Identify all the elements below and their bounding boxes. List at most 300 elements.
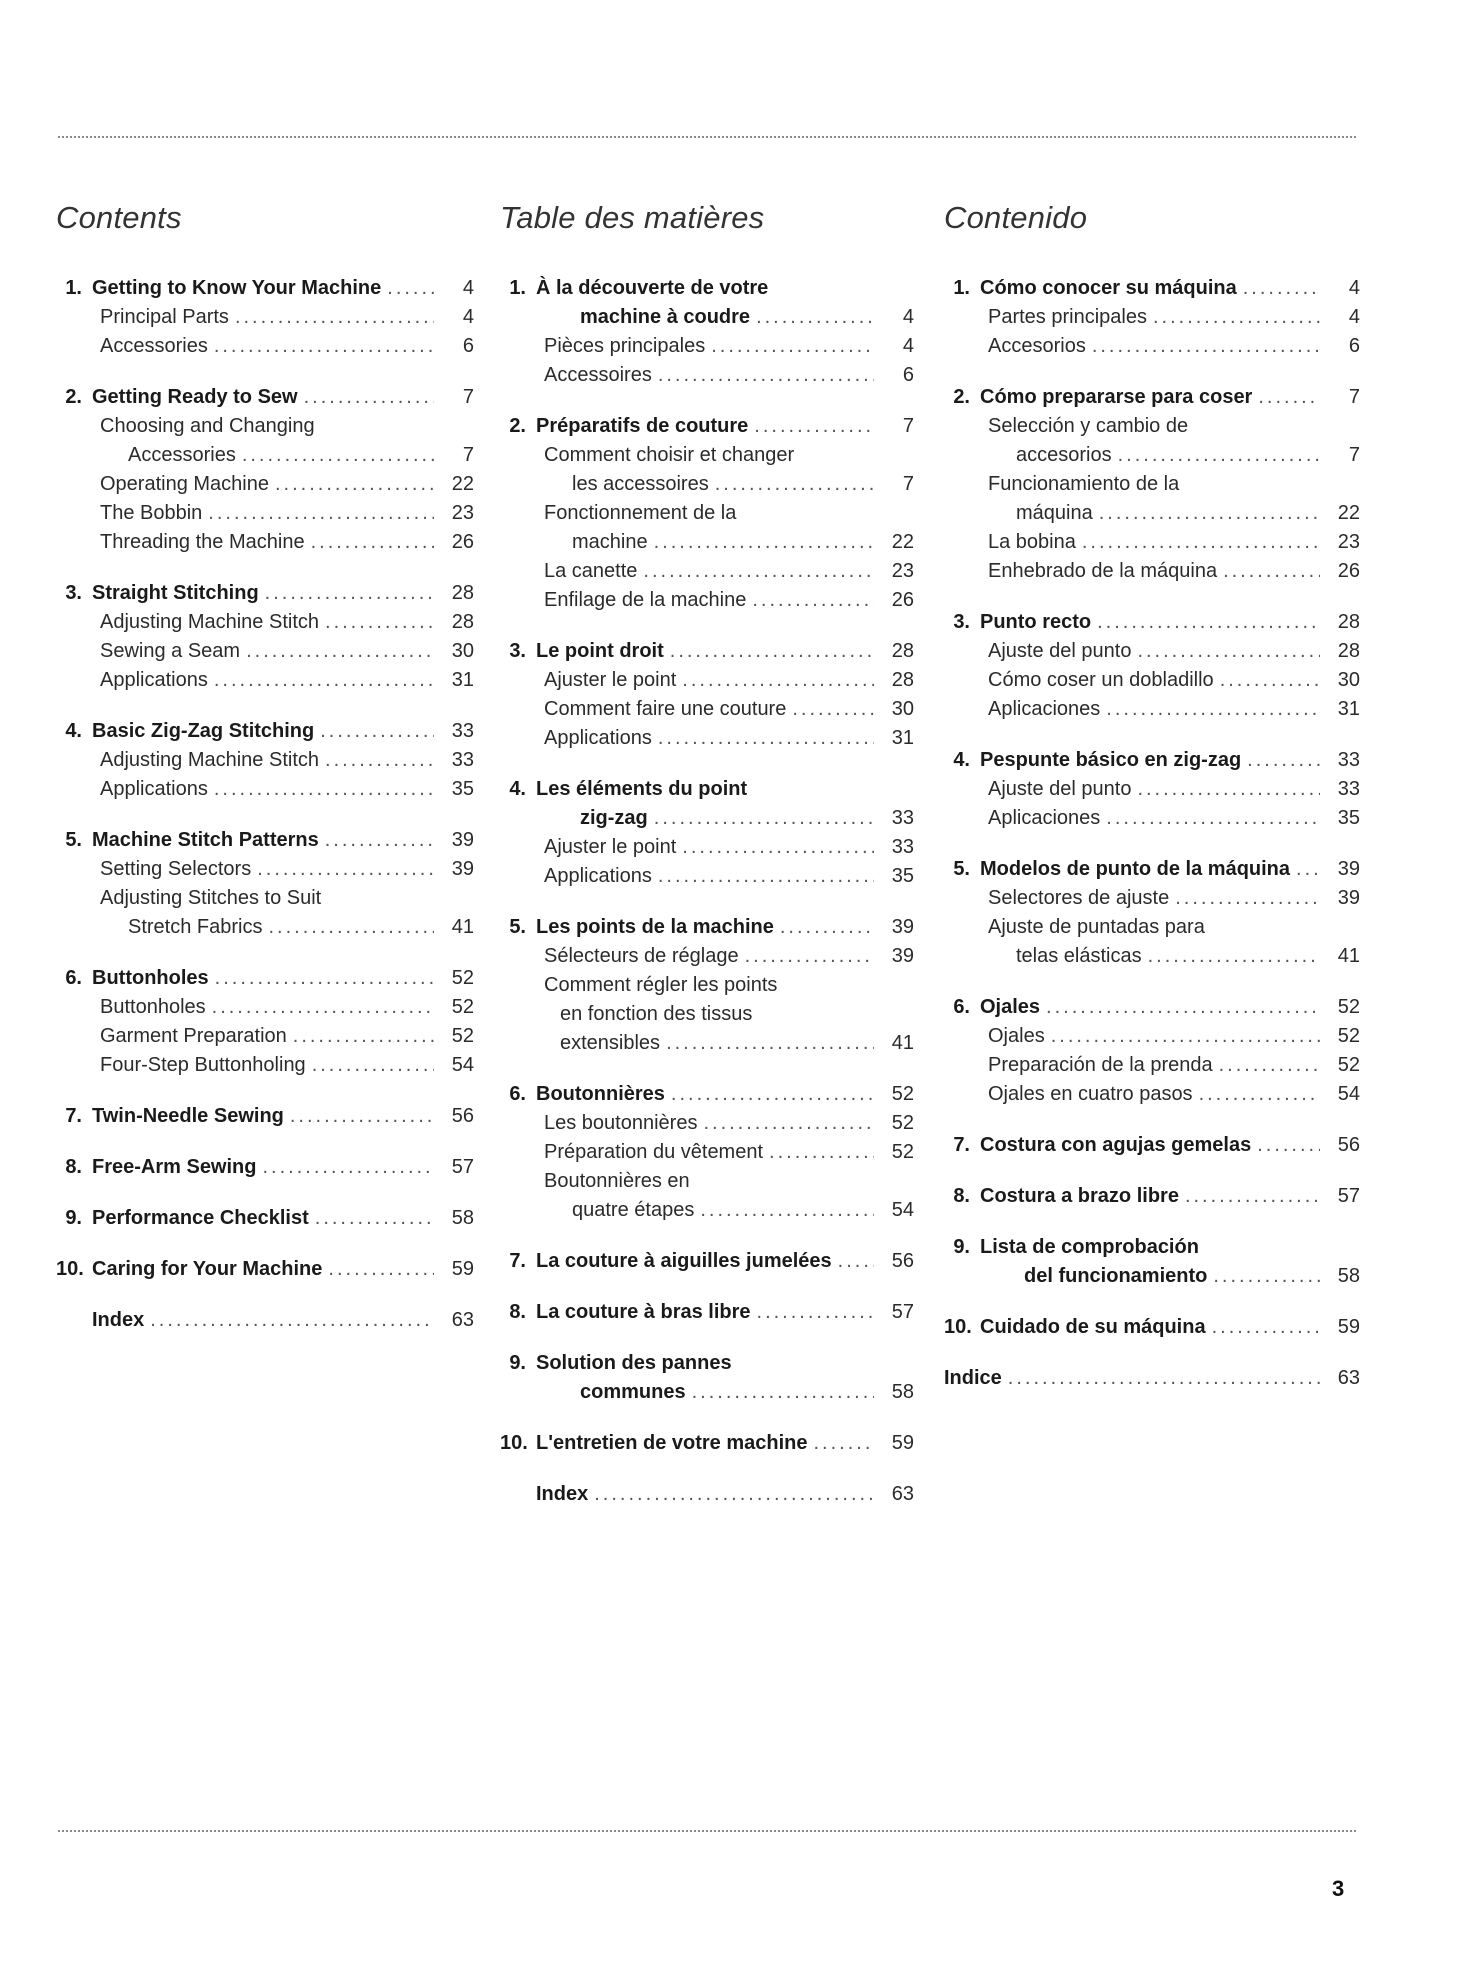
toc-subentry[interactable] [944, 1053, 1360, 1082]
toc-subentry[interactable] [500, 501, 914, 530]
dot-leader [658, 726, 874, 751]
dot-leader [304, 385, 434, 410]
page-ref: 58 [451, 1207, 474, 1229]
dot-leader [792, 697, 874, 722]
toc-section [944, 1184, 1360, 1213]
page-ref: 35 [891, 865, 914, 887]
entry-number: 2. [65, 386, 82, 408]
page-ref: 31 [1337, 698, 1360, 720]
toc-entry[interactable] [944, 1133, 1360, 1162]
toc-entry[interactable] [56, 1104, 474, 1133]
toc-entry[interactable] [944, 748, 1360, 777]
dot-leader [643, 559, 874, 584]
dot-leader [268, 915, 434, 940]
entry-label: Ajuste de puntadas para [988, 916, 1205, 938]
dot-leader [320, 719, 434, 744]
page-ref: 59 [1337, 1316, 1360, 1338]
page-ref: 57 [451, 1156, 474, 1178]
entry-number: 9. [65, 1207, 82, 1229]
toc-section [500, 1431, 914, 1460]
toc-subentry[interactable] [500, 1111, 914, 1140]
entry-label: Comment régler les points [544, 974, 778, 996]
toc-subentry[interactable] [944, 697, 1360, 726]
toc-entry[interactable] [56, 1308, 474, 1337]
toc-subentry[interactable] [500, 697, 914, 726]
entry-label: Ojales [980, 996, 1041, 1018]
toc-entry[interactable] [56, 828, 474, 857]
page-ref: 7 [902, 415, 914, 437]
entry-label: Solution des pannes [536, 1352, 732, 1374]
entry-label: The Bobbin [100, 502, 203, 524]
toc-entry-continued[interactable] [500, 1380, 914, 1409]
toc-section [944, 995, 1360, 1111]
entry-label: Applications [544, 865, 652, 887]
entry-label: Indice [944, 1367, 1002, 1389]
entry-number: 1. [65, 277, 82, 299]
toc-subentry[interactable] [944, 305, 1360, 334]
entry-label: Accesorios [988, 335, 1086, 357]
dot-leader [235, 305, 434, 330]
page-ref: 22 [451, 473, 474, 495]
entry-number: 4. [65, 720, 82, 742]
entry-label: Préparatifs de couture [536, 415, 749, 437]
page-ref: 56 [891, 1250, 914, 1272]
toc-section [500, 1300, 914, 1329]
entry-label: Aplicaciones [988, 807, 1101, 829]
toc-subentry[interactable] [56, 777, 474, 806]
top-rule [58, 136, 1356, 138]
page-ref: 52 [451, 967, 474, 989]
page-ref: 4 [902, 335, 914, 357]
entry-number: 1. [953, 277, 970, 299]
page-ref: 57 [1337, 1185, 1360, 1207]
entry-label: Ajuster le point [544, 669, 677, 691]
toc-entry[interactable] [56, 581, 474, 610]
toc-subentry[interactable] [944, 668, 1360, 697]
toc-entry[interactable] [500, 639, 914, 668]
page-ref: 52 [891, 1083, 914, 1105]
toc-subentry[interactable] [500, 668, 914, 697]
toc-subentry-continued[interactable] [944, 501, 1360, 530]
entry-label: La couture à aiguilles jumelées [536, 1250, 832, 1272]
toc-subentry[interactable] [56, 995, 474, 1024]
toc-entry[interactable] [500, 414, 914, 443]
toc-section [56, 719, 474, 806]
toc-subentry[interactable] [944, 777, 1360, 806]
toc-entry[interactable] [500, 1351, 914, 1380]
toc-entry[interactable] [56, 1257, 474, 1286]
dot-leader [754, 414, 874, 439]
toc-entry[interactable] [500, 1482, 914, 1511]
toc-subentry[interactable] [500, 588, 914, 617]
entry-label: Getting Ready to Sew [92, 386, 298, 408]
entry-label: Costura a brazo libre [980, 1185, 1179, 1207]
toc-subentry-continued[interactable] [944, 944, 1360, 973]
entry-label: Lista de comprobación [980, 1236, 1199, 1258]
page-ref: 57 [891, 1301, 914, 1323]
toc-subentry[interactable] [944, 886, 1360, 915]
toc-subentry-continued[interactable] [56, 915, 474, 944]
page-ref: 41 [891, 1032, 914, 1054]
page-ref: 63 [451, 1309, 474, 1331]
toc-subentry[interactable] [500, 334, 914, 363]
entry-label: communes [580, 1381, 686, 1403]
toc-subentry[interactable] [500, 559, 914, 588]
entry-label: Four-Step Buttonholing [100, 1054, 306, 1076]
page-ref: 56 [451, 1105, 474, 1127]
toc-section [500, 915, 914, 1060]
dot-leader [814, 1431, 875, 1456]
dot-leader [242, 443, 434, 468]
toc-section [56, 1257, 474, 1286]
entry-label: Setting Selectors [100, 858, 252, 880]
page-ref: 33 [891, 836, 914, 858]
toc-subentry[interactable] [56, 530, 474, 559]
dot-leader [1223, 559, 1320, 584]
entry-label: Les boutonnières [544, 1112, 698, 1134]
toc-subentry-continued[interactable] [500, 1002, 914, 1031]
entry-label: Adjusting Machine Stitch [100, 749, 320, 771]
page-ref: 6 [1348, 335, 1360, 357]
page-ref: 4 [1348, 277, 1360, 299]
toc-subentry[interactable] [500, 726, 914, 755]
entry-label: Les points de la machine [536, 916, 774, 938]
contents-column-spanish [944, 200, 1360, 1417]
dot-leader [1082, 530, 1320, 555]
bottom-rule [58, 1830, 1356, 1832]
entry-label: accesorios [1016, 444, 1112, 466]
toc-subentry-continued[interactable] [500, 472, 914, 501]
toc-entry[interactable] [944, 610, 1360, 639]
dot-leader [1199, 1082, 1320, 1107]
page-ref: 52 [451, 996, 474, 1018]
entry-label: machine [572, 531, 648, 553]
page-ref: 28 [451, 611, 474, 633]
toc-subentry[interactable] [944, 1082, 1360, 1111]
toc-section [56, 1308, 474, 1337]
toc-section [56, 1206, 474, 1235]
entry-label: Applications [100, 669, 208, 691]
entry-label: La canette [544, 560, 638, 582]
page-ref: 41 [1337, 945, 1360, 967]
page-ref: 54 [891, 1199, 914, 1221]
dot-leader [1219, 1053, 1320, 1078]
page-ref: 22 [891, 531, 914, 553]
toc-subentry[interactable] [944, 559, 1360, 588]
toc-subentry[interactable] [500, 443, 914, 472]
entry-label: máquina [1016, 502, 1093, 524]
page-ref: 39 [1337, 887, 1360, 909]
dot-leader [654, 530, 874, 555]
page-ref: 28 [1337, 611, 1360, 633]
toc-subentry[interactable] [56, 639, 474, 668]
toc-subentry[interactable] [944, 806, 1360, 835]
toc-entry[interactable] [944, 276, 1360, 305]
page-ref: 28 [451, 582, 474, 604]
page-ref: 31 [451, 669, 474, 691]
page-ref: 4 [902, 306, 914, 328]
dot-leader [1137, 639, 1320, 664]
entry-label: Cómo conocer su máquina [980, 277, 1237, 299]
toc-subentry[interactable] [500, 864, 914, 893]
toc-entry[interactable] [944, 995, 1360, 1024]
toc-subentry[interactable] [944, 530, 1360, 559]
dot-leader [1296, 857, 1320, 882]
toc-section [944, 610, 1360, 726]
entry-label: machine à coudre [580, 306, 751, 328]
page-ref: 28 [1337, 640, 1360, 662]
toc-entry[interactable] [500, 1249, 914, 1278]
contents-column-english [56, 200, 474, 1359]
entry-label: Modelos de punto de la máquina [980, 858, 1291, 880]
toc-entry[interactable] [500, 1431, 914, 1460]
toc-subentry[interactable] [944, 472, 1360, 501]
dot-leader [1099, 501, 1320, 526]
dot-leader [752, 588, 874, 613]
entry-label: Cómo coser un dobladillo [988, 669, 1214, 691]
toc-section [944, 1366, 1360, 1395]
page-ref: 41 [451, 916, 474, 938]
page-ref: 6 [902, 364, 914, 386]
toc-subentry-continued[interactable] [500, 1198, 914, 1227]
toc-entry[interactable] [500, 1300, 914, 1329]
toc-list [944, 276, 1360, 1395]
toc-entry[interactable] [500, 777, 914, 806]
toc-entry[interactable] [56, 276, 474, 305]
dot-leader [769, 1140, 874, 1165]
toc-subentry[interactable] [56, 886, 474, 915]
page-ref: 39 [1337, 858, 1360, 880]
toc-subentry[interactable] [500, 363, 914, 392]
entry-label: Adjusting Stitches to Suit [100, 887, 322, 909]
entry-number: 5. [509, 916, 526, 938]
dot-leader [1243, 276, 1320, 301]
toc-subentry[interactable] [56, 857, 474, 886]
page-ref: 33 [451, 749, 474, 771]
dot-leader [275, 472, 434, 497]
dot-leader [1258, 385, 1320, 410]
page-ref: 23 [451, 502, 474, 524]
page-ref: 33 [891, 807, 914, 829]
page-ref: 52 [891, 1112, 914, 1134]
dot-leader [671, 1082, 874, 1107]
toc-subentry[interactable] [944, 414, 1360, 443]
toc-subentry[interactable] [56, 748, 474, 777]
page-number: 3 [1332, 1876, 1345, 1901]
toc-entry[interactable] [56, 1155, 474, 1184]
toc-entry[interactable] [944, 385, 1360, 414]
toc-subentry[interactable] [944, 334, 1360, 363]
entry-label: À la découverte de votre [536, 277, 769, 299]
toc-subentry[interactable] [944, 639, 1360, 668]
toc-subentry[interactable] [56, 668, 474, 697]
dot-leader [325, 748, 434, 773]
dot-leader [745, 944, 874, 969]
page-ref: 39 [451, 829, 474, 851]
entry-label: Applications [544, 727, 652, 749]
entry-label: les accessoires [572, 473, 709, 495]
toc-subentry[interactable] [500, 973, 914, 1002]
toc-list [56, 276, 474, 1337]
toc-section [56, 276, 474, 363]
toc-subentry[interactable] [56, 1024, 474, 1053]
page-ref: 30 [1337, 669, 1360, 691]
dot-leader [1148, 944, 1320, 969]
toc-section [944, 1235, 1360, 1293]
toc-section [500, 639, 914, 755]
toc-section [944, 276, 1360, 363]
entry-label: Pièces principales [544, 335, 706, 357]
toc-subentry[interactable] [56, 334, 474, 363]
dot-leader [1092, 334, 1320, 359]
entry-label: Cuidado de su máquina [980, 1316, 1206, 1338]
page-ref: 7 [1348, 386, 1360, 408]
dot-leader [1008, 1366, 1320, 1391]
dot-leader [670, 639, 874, 664]
toc-subentry[interactable] [56, 472, 474, 501]
entry-number: 8. [509, 1301, 526, 1323]
entry-label: Pespunte básico en zig-zag [980, 749, 1242, 771]
entry-label: Adjusting Machine Stitch [100, 611, 320, 633]
toc-subentry-continued[interactable] [500, 1031, 914, 1060]
toc-entry[interactable] [56, 966, 474, 995]
toc-subentry[interactable] [56, 414, 474, 443]
entry-label: Applications [100, 778, 208, 800]
toc-subentry[interactable] [500, 944, 914, 973]
toc-section [500, 777, 914, 893]
entry-label: Sewing a Seam [100, 640, 241, 662]
dot-leader [1257, 1133, 1320, 1158]
dot-leader [703, 1111, 874, 1136]
dot-leader [594, 1482, 874, 1507]
toc-entry[interactable] [56, 1206, 474, 1235]
entry-label: Machine Stitch Patterns [92, 829, 319, 851]
entry-number: 6. [953, 996, 970, 1018]
dot-leader [1106, 697, 1320, 722]
toc-entry[interactable] [500, 915, 914, 944]
dot-leader [682, 668, 874, 693]
dot-leader [757, 1300, 874, 1325]
dot-leader [658, 864, 874, 889]
page-ref: 52 [1337, 1025, 1360, 1047]
entry-label: Enfilage de la machine [544, 589, 747, 611]
toc-subentry-continued[interactable] [944, 443, 1360, 472]
page-ref: 33 [1337, 778, 1360, 800]
toc-entry-continued[interactable] [500, 305, 914, 334]
toc-subentry[interactable] [500, 1140, 914, 1169]
toc-subentry[interactable] [56, 610, 474, 639]
page-ref: 54 [1337, 1083, 1360, 1105]
entry-label: Accessories [128, 444, 236, 466]
toc-entry[interactable] [500, 276, 914, 305]
entry-number: 3. [953, 611, 970, 633]
toc-subentry-continued[interactable] [56, 443, 474, 472]
toc-subentry[interactable] [56, 501, 474, 530]
toc-entry[interactable] [944, 1366, 1360, 1395]
page-ref: 39 [891, 945, 914, 967]
dot-leader [325, 610, 434, 635]
entry-number: 1. [509, 277, 526, 299]
page-ref: 39 [891, 916, 914, 938]
entry-label: Buttonholes [100, 996, 206, 1018]
entry-label: Preparación de la prenda [988, 1054, 1213, 1076]
dot-leader [150, 1308, 434, 1333]
toc-section [944, 1133, 1360, 1162]
dot-leader [215, 966, 434, 991]
page-ref: 56 [1337, 1134, 1360, 1156]
toc-subentry[interactable] [944, 915, 1360, 944]
dot-leader [1118, 443, 1320, 468]
entry-label: Accessoires [544, 364, 652, 386]
entry-number: 2. [509, 415, 526, 437]
dot-leader [1097, 610, 1320, 635]
entry-number: 10. [944, 1316, 972, 1338]
dot-leader [208, 501, 434, 526]
dot-leader [682, 835, 874, 860]
dot-leader [1247, 748, 1320, 773]
entry-label: Boutonnières [536, 1083, 665, 1105]
toc-subentry[interactable] [500, 835, 914, 864]
toc-entry-continued[interactable] [944, 1264, 1360, 1293]
entry-label: Principal Parts [100, 306, 229, 328]
toc-section [56, 581, 474, 697]
page-ref: 52 [891, 1141, 914, 1163]
dot-leader [315, 1206, 434, 1231]
page-ref: 7 [902, 473, 914, 495]
toc-subentry[interactable] [944, 1024, 1360, 1053]
toc-subentry-continued[interactable] [500, 530, 914, 559]
toc-entry[interactable] [500, 1082, 914, 1111]
entry-number: 3. [509, 640, 526, 662]
entry-label: extensibles [560, 1032, 661, 1054]
dot-leader [1175, 886, 1320, 911]
page-ref: 26 [451, 531, 474, 553]
page-ref: 63 [1337, 1367, 1360, 1389]
entry-label: Free-Arm Sewing [92, 1156, 257, 1178]
entry-label: Index [92, 1309, 145, 1331]
toc-subentry[interactable] [500, 1169, 914, 1198]
entry-label: Accessories [100, 335, 208, 357]
toc-subentry[interactable] [56, 305, 474, 334]
contents-column-french [500, 200, 914, 1533]
column-title: Table des matières [500, 200, 765, 235]
toc-entry[interactable] [56, 385, 474, 414]
toc-section [56, 385, 474, 559]
toc-entry[interactable] [944, 1184, 1360, 1213]
dot-leader [246, 639, 434, 664]
toc-entry[interactable] [944, 1235, 1360, 1264]
page-ref: 22 [1337, 502, 1360, 524]
dot-leader [328, 1257, 434, 1282]
entry-label: L'entretien de votre machine [536, 1432, 808, 1454]
toc-entry-continued[interactable] [500, 806, 914, 835]
dot-leader [214, 777, 434, 802]
entry-number: 7. [65, 1105, 82, 1127]
toc-entry[interactable] [944, 857, 1360, 886]
page-ref: 28 [891, 640, 914, 662]
toc-section [944, 857, 1360, 973]
entry-label: Index [536, 1483, 589, 1505]
toc-entry[interactable] [56, 719, 474, 748]
toc-entry[interactable] [944, 1315, 1360, 1344]
page-ref: 4 [462, 277, 474, 299]
entry-number: 9. [953, 1236, 970, 1258]
page-ref: 35 [451, 778, 474, 800]
entry-label: La couture à bras libre [536, 1301, 751, 1323]
entry-label: Threading the Machine [100, 531, 305, 553]
toc-subentry[interactable] [56, 1053, 474, 1082]
entry-label: Operating Machine [100, 473, 269, 495]
